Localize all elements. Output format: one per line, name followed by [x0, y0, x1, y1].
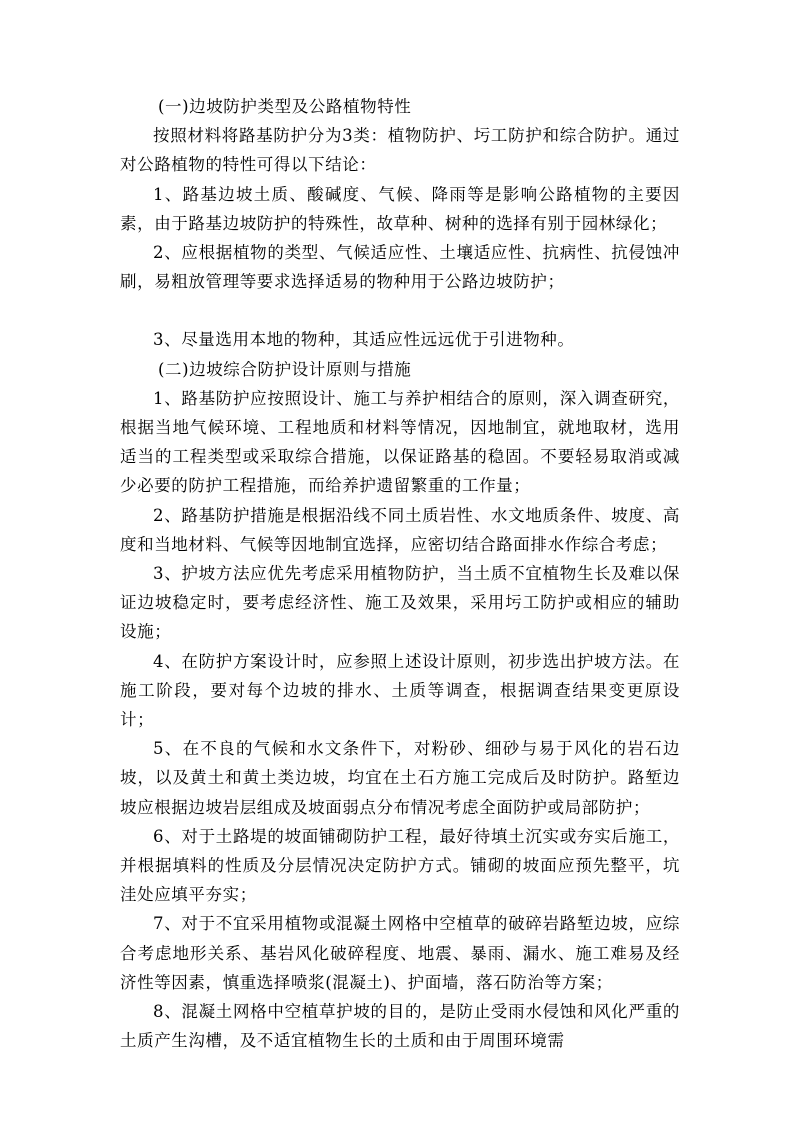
section-1-heading: (一)边坡防护类型及公路植物特性 — [157, 97, 412, 116]
section-2-item-5: 5、在不良的气候和水文条件下，对粉砂、细砂与易于风化的岩石边坡，以及黄土和黄土类边坡，均宜在土石方施工完成后及时防护。路堑边坡应根据边坡岩层组成及坡面弱点分布情况考虑全面防护或局部防护； — [120, 739, 680, 817]
document-body — [120, 92, 680, 1056]
section-1-item-1: 1、路基边坡土质、酸碱度、气候、降雨等是影响公路植物的主要因素，由于路基边坡防护的特殊性，故草种、树种的选择有别于园林绿化； — [120, 184, 680, 233]
section-1-item-2: 2、应根据植物的类型、气候适应性、土壤适应性、抗病性、抗侵蚀冲刷，易粗放管理等要求选择适易的物种用于公路边坡防护； — [120, 243, 680, 292]
section-2-item-3: 3、护坡方法应优先考虑采用植物防护，当土质不宜植物生长及难以保证边坡稳定时，要考虑经济性、施工及效果，采用圬工防护或相应的辅助设施； — [120, 564, 680, 642]
section-2-item-1: 1、路基防护应按照设计、施工与养护相结合的原则，深入调查研究，根据当地气候环境、工程地质和材料等情况，因地制宜，就地取材，选用适当的工程类型或采取综合措施，以保证路基的稳固。不要轻易取消或减少必要的防护工程措施，而给养护遗留繁重的工作量； — [120, 388, 680, 496]
section-2-item-6: 6、对于土路堤的坡面铺砌防护工程，最好待填土沉实或夯实后施工，并根据填料的性质及分层情况决定防护方式。铺砌的坡面应预先整平，坑洼处应填平夯实； — [120, 826, 680, 905]
section-2-item-4: 4、在防护方案设计时，应参照上述设计原则，初步选出护坡方法。在施工阶段，要对每个边坡的排水、土质等调查，根据调查结果变更原设计； — [120, 651, 680, 730]
section-1-item-3: 3、尽量选用本地的物种，其适应性远远优于引进物种。 — [153, 330, 575, 350]
section-2-item-8: 8、混凝土网格中空植草护坡的目的，是防止受雨水侵蚀和风化严重的土质产生沟槽，及不适宜植物生长的土质和由于周围环境需 — [120, 1002, 680, 1051]
section-2-heading: (二)边坡综合防护设计原则与措施 — [157, 359, 412, 379]
section-1-intro: 按照材料将路基防护分为3类：植物防护、圬工防护和综合防护。通过对公路植物的特性可得以下结论： — [120, 126, 680, 175]
paragraph-gap — [120, 296, 680, 325]
section-2-item-2: 2、路基防护措施是根据沿线不同土质岩性、水文地质条件、坡度、高度和当地材料、气候等因地制宜选择，应密切结合路面排水作综合考虑； — [120, 505, 680, 554]
section-2-item-7: 7、对于不宜采用植物或混凝土网格中空植草的破碎岩路堑边坡，应综合考虑地形关系、基岩风化破碎程度、地震、暴雨、漏水、施工难易及经济性等因素，慎重选择喷浆(混凝土)、护面墙，落石防治等方案； — [120, 914, 680, 992]
